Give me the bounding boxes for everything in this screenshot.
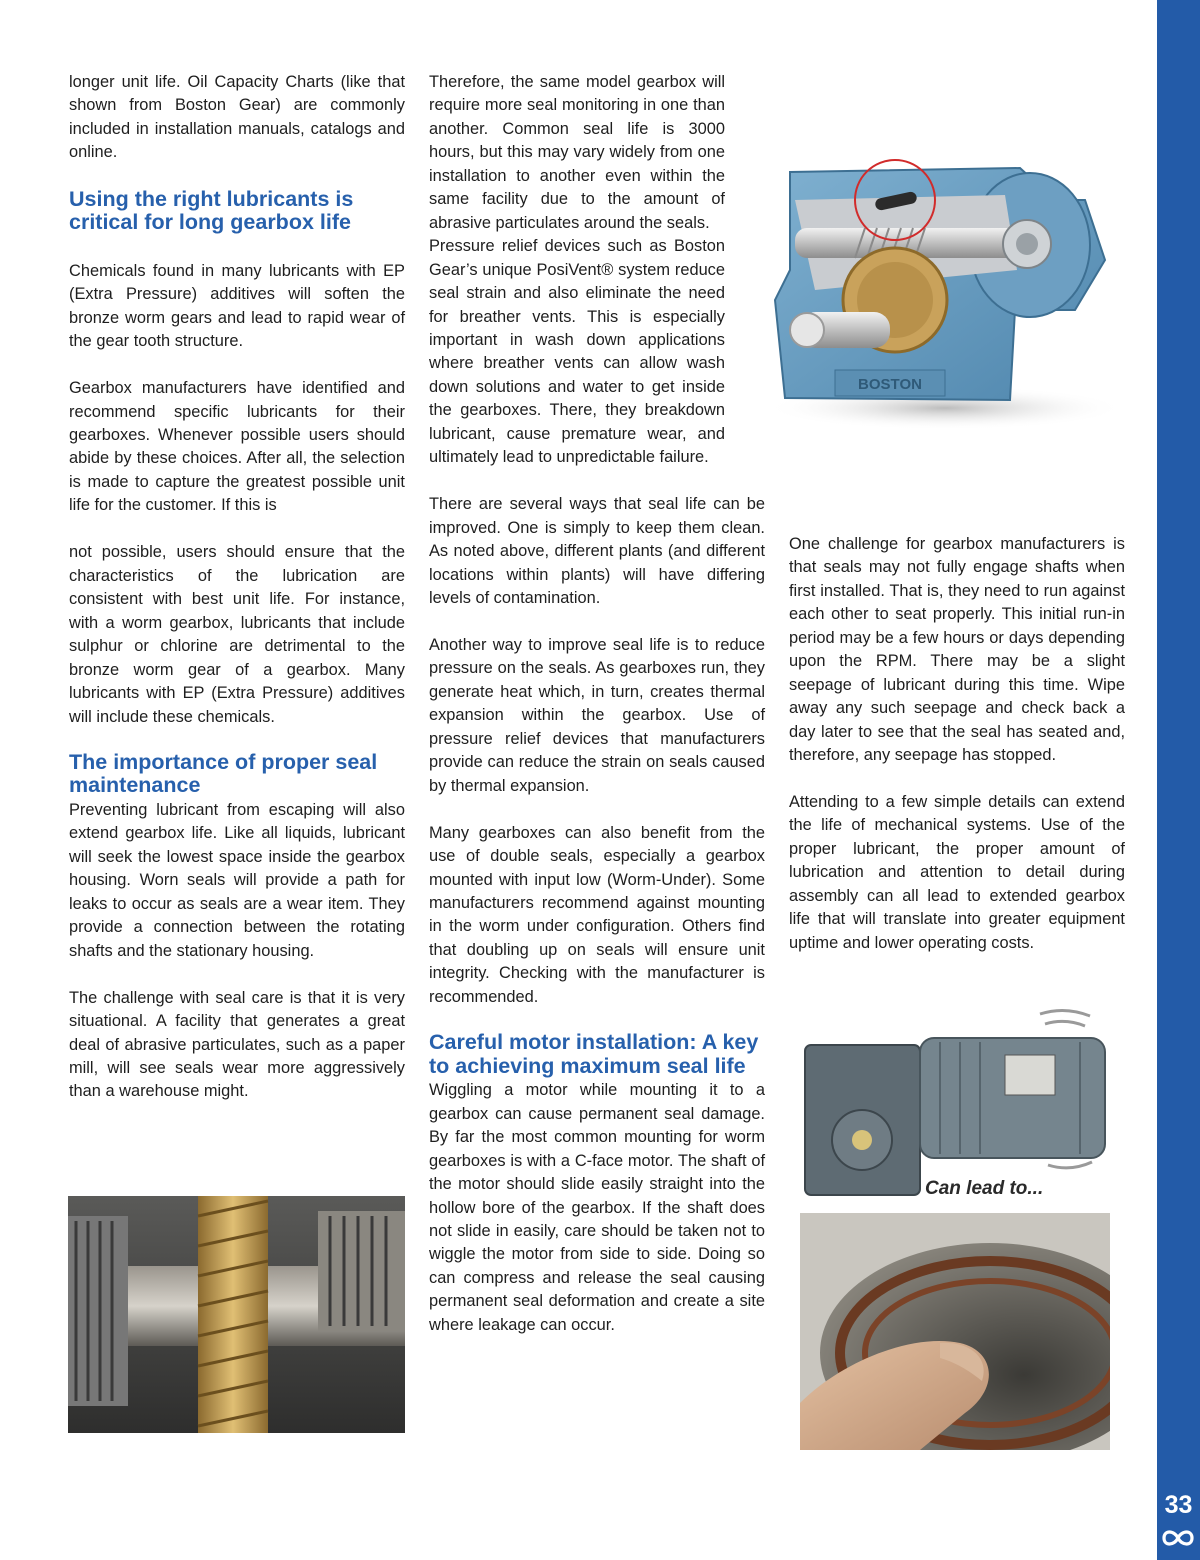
column-2 xyxy=(429,71,765,1337)
paragraph: Attending to a few simple details can extend the life of mechanical systems. Use of the proper lubricant, the proper amount of lubrication and attention to detail during assembly can all lead to extended gearbox life that will translate into greater equipment uptime and lower operating costs. xyxy=(789,793,1125,952)
gearmotor-photo xyxy=(790,1000,1120,1205)
paragraph: Many gearboxes can also benefit from the use of double seals, especially a gearbox mounted with input low (Worm-Under). Some manufacturers recommend against mounting in the worm under configuration. Others find that doubling up on seals will ensure unit integrity. Checking with the manufacturer is recommended. xyxy=(429,823,765,1006)
image-caption: Can lead to... xyxy=(925,1178,1044,1199)
paragraph: not possible, users should ensure that the characteristics of the lubrication are consistent with best unit life. For instance, with a worm gearbox, lubricants that include sulphur or chlorine are detrimental to the bronze worm gear of a gearbox. Many lubricants with EP (Extra Pressure) additives will include these chemicals. xyxy=(69,543,405,726)
paragraph: One challenge for gearbox manufacturers is that seals may not fully engage shafts when first installed. That is, they need to run against each other to seat properly. This initial run-in period may be a few hours or days depending upon the RPM. There may be a slight seepage of lubricant during this time. Wipe away any such seepage and check back a day later to see that the seal has seated and, therefore, any seepage has stopped. xyxy=(789,535,1125,765)
paragraph: Therefore, the same model gearbox will require more seal monitoring in one than another. Common seal life is 3000 hours, but this may vary widely from one installation to another even within the same facility due to the amount of abrasive particulates around the seals. xyxy=(429,73,725,232)
paragraph: Chemicals found in many lubricants with EP (Extra Pressure) additives will soften the bronze worm gears and lead to rapid wear of the gear tooth structure. xyxy=(69,261,405,351)
gearbox-brand-label: BOSTON xyxy=(858,376,922,393)
column-1 xyxy=(69,71,405,1104)
section-heading: The importance of proper seal maintenance xyxy=(69,749,378,798)
worn-worm-gear-photo xyxy=(68,1196,405,1433)
paragraph: Preventing lubricant from escaping will also extend gearbox life. Like all liquids, lubricant will seek the lowest space inside the gearbox housing. Worn seals will provide a path for leaks to occur as seals are a wear item. They provide a connection between the rotating shafts and the stationary housing. xyxy=(69,800,405,960)
section-heading: Careful motor installation: A key to achieving maximum seal life xyxy=(429,1030,759,1078)
paragraph: There are several ways that seal life can be improved. One is simply to keep them clean. As noted above, different plants (and different locations within plants) will have differing levels of contamination. xyxy=(429,495,765,608)
section-heading: Using the right lubricants is critical for long gearbox life xyxy=(69,186,354,235)
paragraph: longer unit life. Oil Capacity Charts (like that shown from Boston Gear) are commonly included in installation manuals, catalogs and online. xyxy=(69,73,405,162)
paragraph: The challenge with seal care is that it is very situational. A facility that generates a great deal of abrasive particulates, such as a paper mill, will see seals wear more aggressively than a warehouse might. xyxy=(69,988,405,1101)
paragraph: Wiggling a motor while mounting it to a gearbox can cause permanent seal damage. By far the most common mounting for worm gearboxes is with a C-face motor. The shaft of the motor should slide easily straight into the hollow bore of the gearbox. If the shaft does not slide in easily, care should be taken not to wiggle the motor from side to side. Doing so can compress and release the seal causing permanent seal deformation and create a site where leakage can occur. xyxy=(429,1081,765,1334)
sidebar-bar xyxy=(1157,0,1200,1560)
page-number: 33 xyxy=(1164,1491,1193,1519)
paragraph: Gearbox manufacturers have identified and recommend specific lubricants for their gearboxes. Whenever possible users should abide by these choices. After all, the selection is made to capture the greatest possible unit life for the customer. If this is xyxy=(69,379,405,515)
deformed-seal-photo xyxy=(800,1213,1110,1450)
paragraph: Another way to improve seal life is to reduce pressure on the seals. As gearboxes run, they generate heat which, in turn, creates thermal expansion within the gearbox. Use of pressure relief devices that manufacturers provide can reduce the strain on seals caused by thermal expansion. xyxy=(429,635,765,795)
paragraph: Pressure relief devices such as Boston Gear’s unique PosiVent® system reduce seal strain and also eliminate the need for breather vents. This is especially important in wash down applications where breather vents can allow wash down solutions and water to get inside the gearboxes. There, they breakdown lubricant, cause premature wear, and ultimately lead to unpredictable failure. xyxy=(429,237,725,467)
column-3 xyxy=(789,533,1125,955)
infinity-icon xyxy=(1160,1525,1196,1551)
gearbox-cutaway-photo xyxy=(755,140,1135,440)
